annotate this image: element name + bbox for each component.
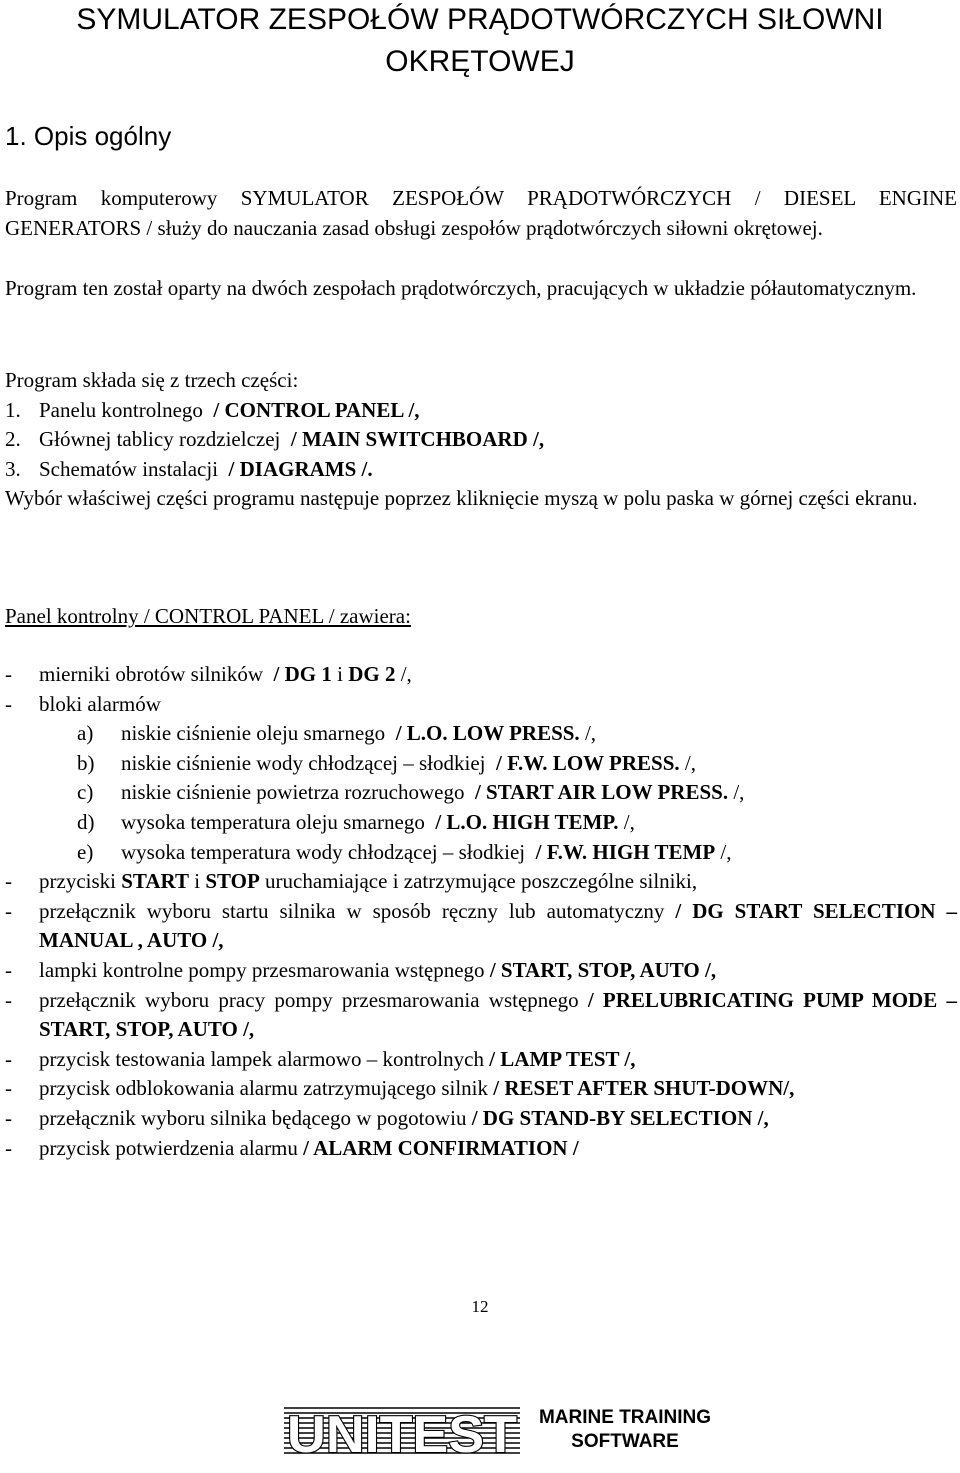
list-item-start-stop-buttons: - przyciski START i STOP uruchamiające i zatrzymujące poszczególne silniki,	[5, 869, 698, 894]
list-item-lamp-test: - przycisk testowania lampek alarmowo – kontrolnych / LAMP TEST /,	[5, 1046, 636, 1071]
alarm-item-d: d) wysoka temperatura oleju smarnego / L.O. HIGH TEMP. /,	[77, 809, 635, 834]
intro-paragraph-2: Program ten został oparty na dwóch zespołach prądotwórczych, pracujących w układzie półautomatycznym.	[5, 276, 917, 300]
part-code: / MAIN SWITCHBOARD /,	[290, 427, 545, 452]
part-code: / CONTROL PANEL /,	[213, 397, 420, 422]
tagline-line-1: MARINE TRAINING	[538, 1407, 712, 1428]
part-label: Panelu kontrolnego	[39, 397, 214, 422]
part-label: Głównej tablicy rozdzielczej	[39, 427, 291, 452]
control-panel-heading: Panel kontrolny / CONTROL PANEL / zawiera:	[5, 604, 411, 628]
list-item-alarm-blocks: - bloki alarmów	[5, 691, 161, 716]
part-item-2: 2. Głównej tablicy rozdzielczej / MAIN SWITCHBOARD /,	[5, 427, 545, 452]
part-item-1: 1. Panelu kontrolnego / CONTROL PANEL /,	[5, 397, 420, 422]
intro-paragraph-1: Program komputerowy SYMULATOR ZESPOŁÓW PRĄDOTWÓRCZYCH / DIESEL ENGINE GENERATORS / służy do nauczania zasad obsługi zespołów prądotwórczych siłowni okrętowej.	[5, 186, 957, 240]
list-item-alarm-confirmation: - przycisk potwierdzenia alarmu / ALARM CONFIRMATION /	[5, 1135, 579, 1160]
parts-list	[5, 366, 957, 484]
list-item-standby: - przełącznik wyboru silnika będącego w pogotowiu / DG STAND-BY SELECTION /,	[5, 1105, 769, 1130]
page-number: 12	[471, 1297, 489, 1316]
alarm-item-c: c) niskie ciśnienie powietrza rozruchowego / START AIR LOW PRESS. /,	[77, 780, 745, 805]
selection-paragraph: Wybór właściwej części programu następuje poprzez kliknięcie myszą w polu paska w górnej części ekranu.	[5, 486, 918, 510]
title-line-1: SYMULATOR ZESPOŁÓW PRĄDOTWÓRCZYCH SIŁOWNI	[76, 3, 884, 36]
list-item-reset: - przycisk odblokowania alarmu zatrzymującego silnik / RESET AFTER SHUT-DOWN/,	[5, 1076, 795, 1101]
list-item-prelub-lamps: - lampki kontrolne pompy przesmarowania wstępnego / START, STOP, AUTO /,	[5, 957, 717, 982]
title-line-2: OKRĘTOWEJ	[385, 45, 575, 78]
tagline-line-2: SOFTWARE	[571, 1431, 679, 1452]
section-heading-general: 1. Opis ogólny	[5, 121, 172, 151]
list-item-prelub-selector: - przełącznik wyboru pracy pompy przesmarowania wstępnego / PRELUBRICATING PUMP MODE – START, STOP, AUTO /,	[5, 987, 957, 1042]
control-panel-list	[5, 660, 957, 1163]
logo-text: UNITEST	[287, 1406, 518, 1458]
alarm-item-e: e) wysoka temperatura wody chłodzącej – słodkiej / F.W. HIGH TEMP /,	[77, 839, 732, 864]
part-item-3: 3. Schematów instalacji / DIAGRAMS /.	[5, 456, 373, 481]
list-item-meters: - mierniki obrotów silników / DG 1 i DG 2 /,	[5, 662, 412, 686]
part-label: Schematów instalacji	[39, 456, 229, 481]
footer-tagline	[530, 1406, 720, 1454]
list-item-start-selector: - przełącznik wyboru startu silnika w sposób ręczny lub automatyczny / DG START SELECTION – MANUAL , AUTO /,	[5, 898, 957, 953]
alarm-item-a: a) niskie ciśnienie oleju smarnego / L.O. LOW PRESS. /,	[77, 721, 597, 746]
unitest-logo	[282, 1400, 522, 1458]
parts-intro: Program składa się z trzech części:	[5, 368, 299, 392]
part-code: / DIAGRAMS /.	[228, 456, 373, 481]
alarm-item-b: b) niskie ciśnienie wody chłodzącej – słodkiej / F.W. LOW PRESS. /,	[77, 750, 696, 775]
